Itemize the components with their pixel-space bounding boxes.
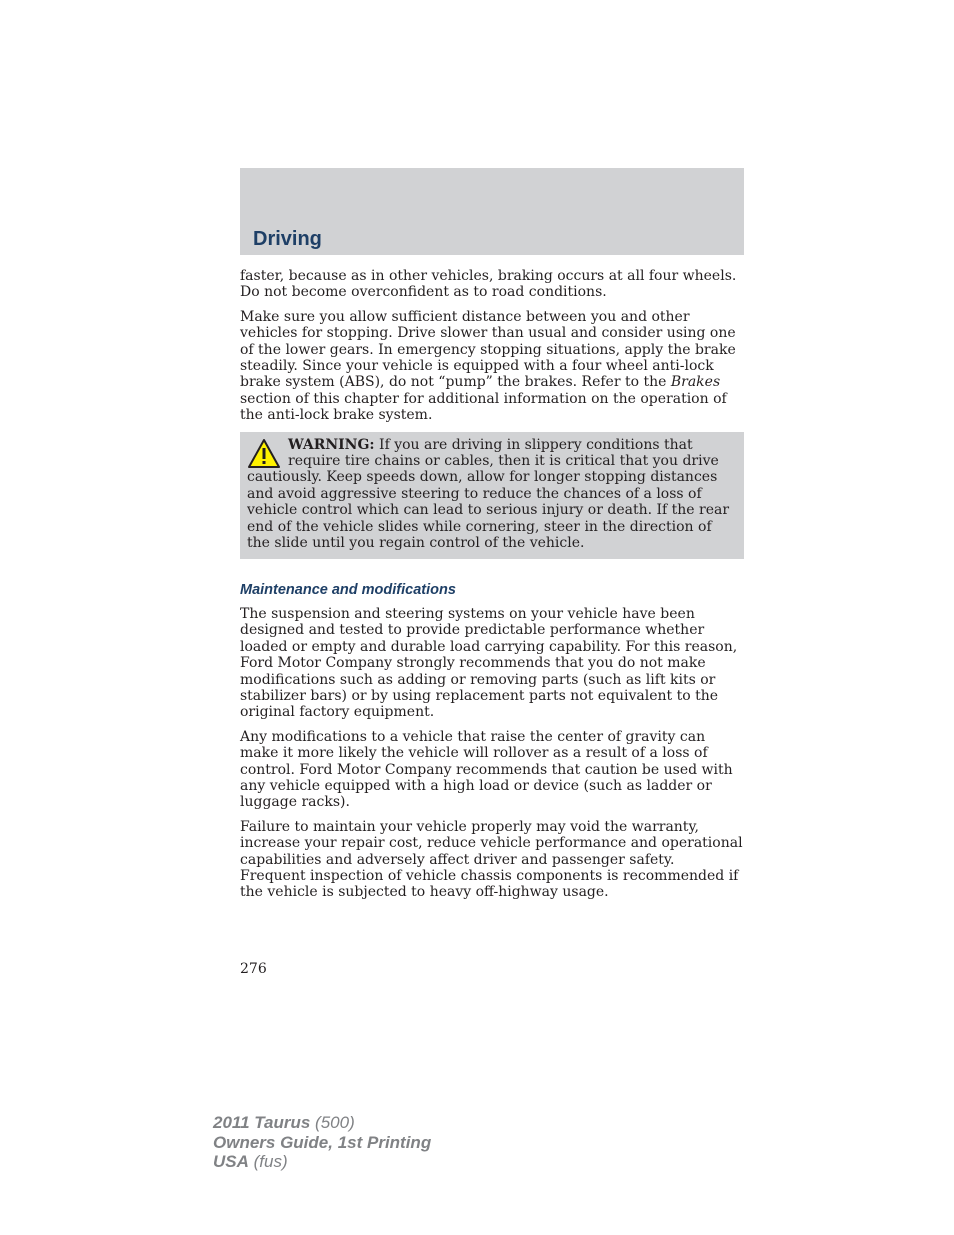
chapter-title: Driving [253, 228, 322, 250]
paragraph-text: Make sure you allow sufficient distance between you and other vehicles for stopping. Drive slower than usual and consider using one of the lower gears. In emergency stopping situations, apply the brake steadily. Since your vehicle is equipped with a four wheel anti-lock brake system (ABS), do not “pump” the brakes. Refer to the [240, 308, 736, 391]
footer-line-market [213, 1152, 431, 1172]
footer-market-code: (fus) [248, 1152, 288, 1171]
paragraph-maintenance: Failure to maintain your vehicle properly may void the warranty, increase your repair cost, reduce vehicle performance and operational capabilities and adversely affect driver and passenger safety. Frequent inspection of vehicle chassis components is recommended if the vehicle is subjected to heavy off-highway usage. [240, 818, 743, 901]
warning-triangle-icon [247, 438, 281, 469]
warning-label: WARNING: [288, 436, 375, 453]
brakes-reference: Brakes [670, 374, 721, 391]
page-number: 276 [240, 961, 267, 977]
footer-model: 2011 Taurus [213, 1113, 311, 1132]
footer [213, 1113, 431, 1172]
paragraph-center-of-gravity: Any modifications to a vehicle that raise the center of gravity can make it more likely the vehicle will rollover as a result of a loss of control. Ford Motor Company recommends that caution be used with any vehicle equipped with a high load or device (such as ladder or luggage racks). [240, 728, 733, 811]
chapter-header-band [240, 168, 744, 255]
warning-box [240, 432, 744, 559]
paragraph-stopping-distance [240, 309, 744, 424]
paragraph-text: section of this chapter for additional information on the operation of the anti-lock brake system. [240, 390, 727, 424]
section-heading: Maintenance and modifications [240, 581, 456, 598]
footer-line-model [213, 1113, 431, 1133]
page-body [240, 268, 744, 909]
footer-market: USA [213, 1152, 249, 1171]
paragraph-suspension: The suspension and steering systems on your vehicle have been designed and tested to provide predictable performance whether loaded or empty and durable load carrying capability. For this reason, Ford Motor Company strongly recommends that you do not make modifications such as adding or removing parts (such as lift kits or stabilizer bars) or by using replacement parts not equivalent to the original factory equipment. [240, 605, 738, 721]
warning-text: If you are driving in slippery conditions that require tire chains or cables, then it is critical that you drive cautiously. Keep speeds down, allow for longer stopping distances and avoid aggressive steering to reduce the chances of a loss of vehicle control which can lead to serious injury or death. If the rear end of the vehicle slides while cornering, steer in the direction of the slide until you regain control of the vehicle. [247, 436, 730, 552]
footer-model-code: (500) [310, 1113, 355, 1132]
footer-line-guide: Owners Guide, 1st Printing [213, 1132, 432, 1152]
paragraph-braking: faster, because as in other vehicles, braking occurs at all four wheels. Do not become overconfident as to road conditions. [240, 268, 737, 301]
